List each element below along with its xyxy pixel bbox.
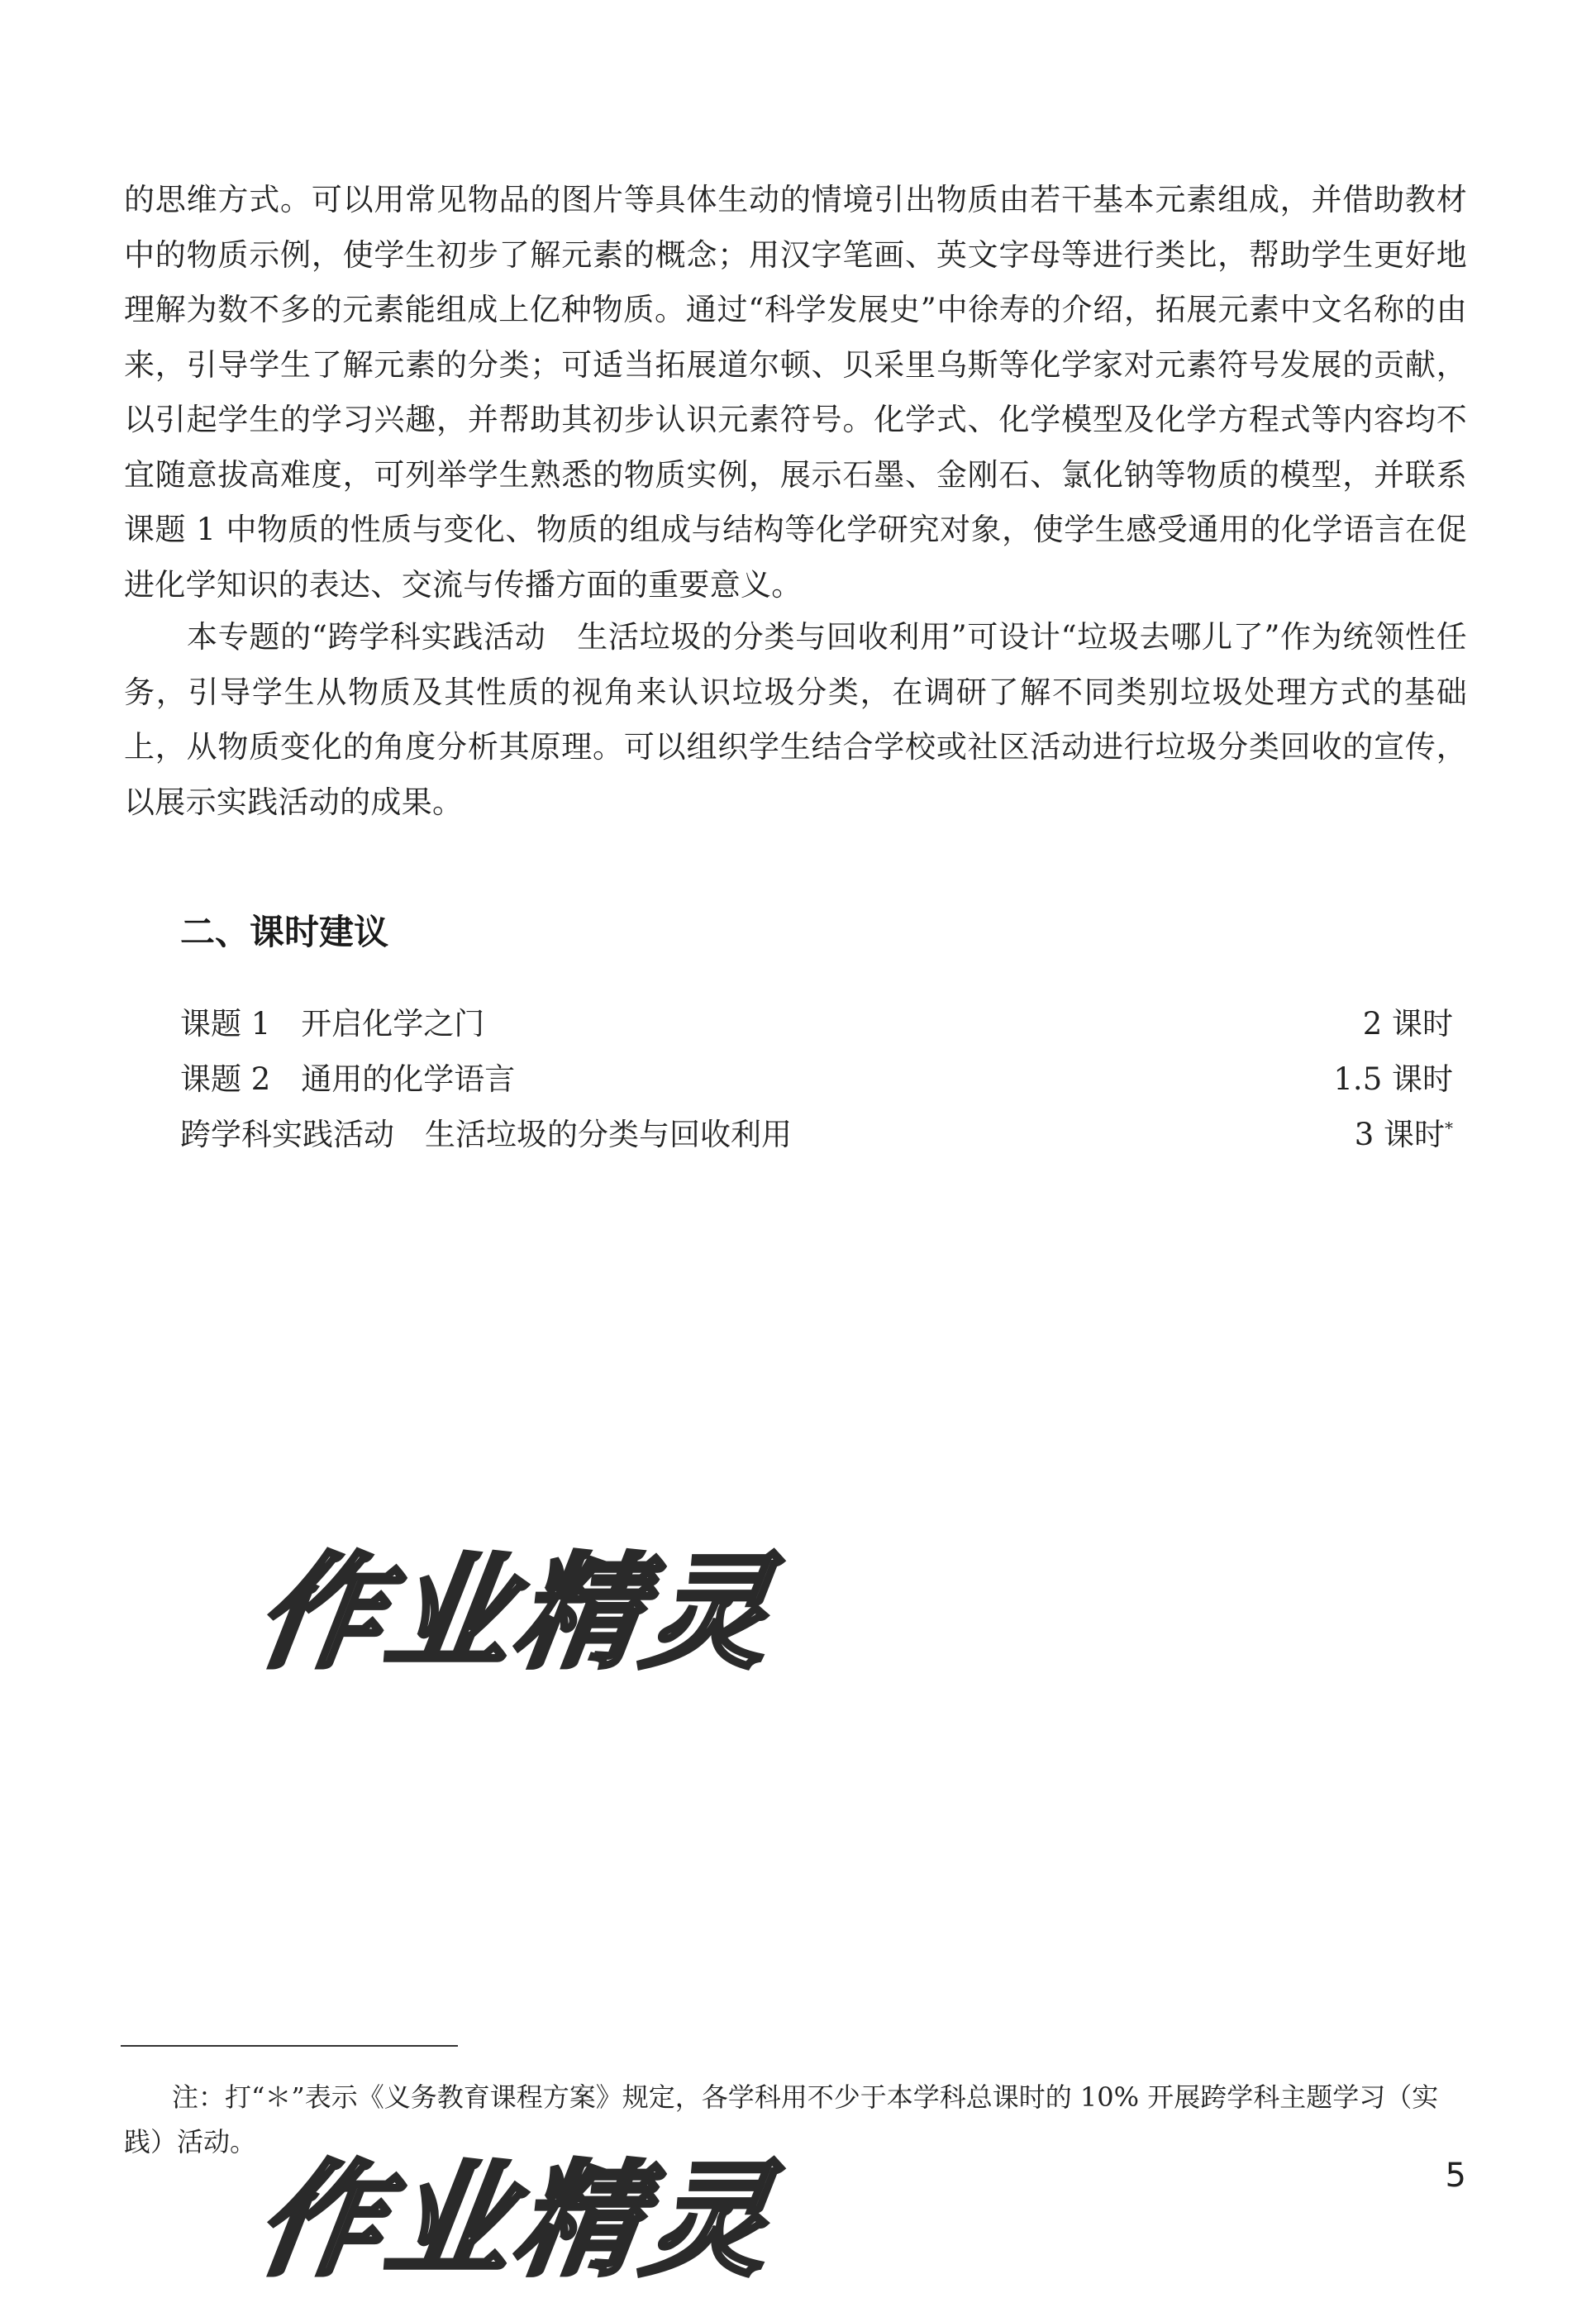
schedule-hours [1363, 996, 1453, 1051]
watermark-logo: 作业精灵 [248, 1542, 785, 1685]
schedule-hours-value: 2 课时 [1362, 1006, 1453, 1042]
schedule-topic: 课题 1 开启化学之门 [180, 1006, 485, 1042]
schedule-row [180, 1051, 1453, 1107]
page-number: 5 [1445, 2157, 1466, 2195]
body-paragraph-2: 本专题的“跨学科实践活动 生活垃圾的分类与回收利用”可设计“垃圾去哪儿了”作为统领性任务，引导学生从物质及其性质的视角来认识垃圾分类，在调研了解不同类别垃圾处理方式的基础上，从物质变化的角度分析其原理。可以组织学生结合学校或社区活动进行垃圾分类回收的宣传，以展示实践活动的成果。 [124, 619, 1467, 820]
watermark-logo: 作业精灵 [248, 2149, 785, 2293]
schedule-row [180, 1107, 1453, 1162]
schedule-hours [1355, 1107, 1453, 1162]
schedule-hours-mark: * [1445, 1118, 1453, 1138]
schedule-row [180, 996, 1453, 1051]
schedule-hours-value: 3 课时 [1354, 1117, 1445, 1152]
schedule-topic: 跨学科实践活动 生活垃圾的分类与回收利用 [180, 1117, 792, 1152]
schedule-hours-value: 1.5 课时 [1333, 1061, 1453, 1097]
footnote-text: 注：打“＊”表示《义务教育课程方案》规定，各学科用不少于本学科总课时的 10% 开展跨学科主题学习（实践）活动。 [124, 2081, 1439, 2157]
schedule-topic: 课题 2 通用的化学语言 [180, 1061, 516, 1097]
body-paragraph-1: 的思维方式。可以用常见物品的图片等具体生动的情境引出物质由若干基本元素组成，并借助教材中的物质示例，使学生初步了解元素的概念；用汉字笔画、英文字母等进行类比，帮助学生更好地理解为数不多的元素能组成上亿种物质。通过“科学发展史”中徐寿的介绍，拓展元素中文名称的由来，引导学生了解元素的分类；可适当拓展道尔顿、贝采里乌斯等化学家对元素符号发展的贡献，以引起学生的学习兴趣，并帮助其初步认识元素符号。化学式、化学模型及化学方程式等内容均不宜随意拔高难度，可列举学生熟悉的物质实例，展示石墨、金刚石、氯化钠等物质的模型，并联系课题 1 中物质的性质与变化、物质的组成与结构等化学研究对象，使学生感受通用的化学语言在促进化学知识的表达、交流与传播方面的重要意义。 [124, 182, 1467, 603]
schedule-hours [1333, 1051, 1453, 1107]
class-hours-schedule [180, 996, 1453, 1162]
footnote-divider [121, 2045, 458, 2047]
section-heading-class-hours: 二、课时建议 [180, 912, 389, 952]
